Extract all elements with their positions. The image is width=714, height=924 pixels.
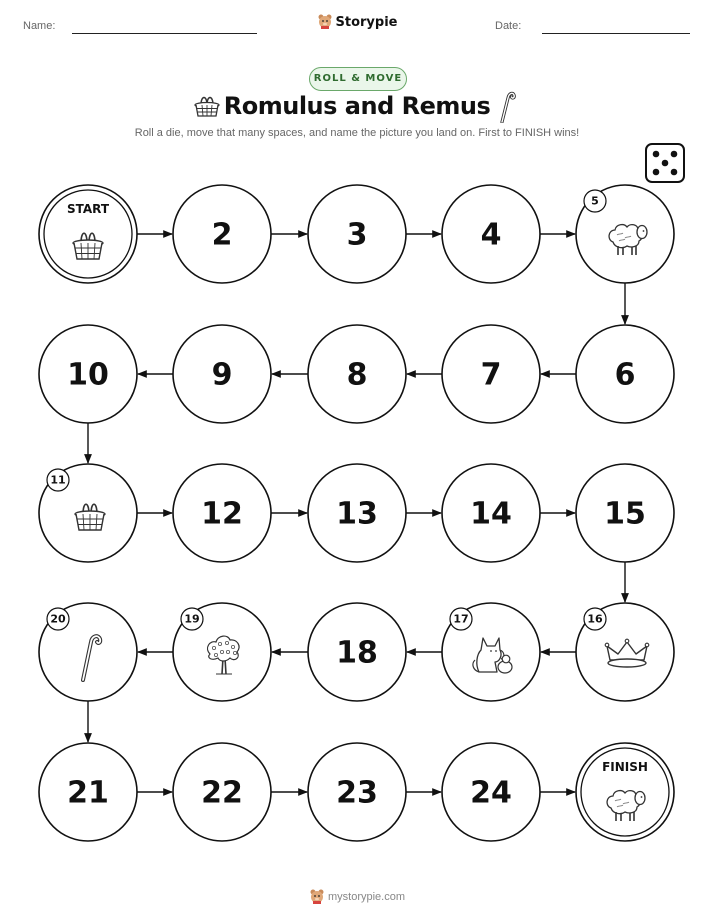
space-9-number: 9 [211, 357, 233, 393]
space-8-number: 8 [346, 357, 368, 393]
space-12-number: 12 [201, 496, 243, 532]
space-17[interactable] [442, 603, 540, 701]
space-22-number: 22 [201, 775, 243, 811]
space-23-number: 23 [336, 775, 378, 811]
space-16-number: 16 [587, 612, 603, 626]
space-9[interactable] [173, 325, 271, 423]
space-6-number: 6 [614, 357, 636, 393]
space-7-number: 7 [480, 357, 502, 393]
space-15-number: 15 [604, 496, 646, 532]
space-10[interactable] [39, 325, 137, 423]
name-label: Name: [23, 20, 56, 32]
space-20-number: 20 [50, 612, 66, 626]
space-2[interactable] [173, 185, 271, 283]
space-14-number: 14 [470, 496, 512, 532]
space-1[interactable] [39, 185, 137, 283]
space-19-number: 19 [184, 612, 200, 626]
space-21[interactable] [39, 743, 137, 841]
space-3-number: 3 [346, 217, 368, 253]
space-25[interactable] [576, 743, 674, 841]
space-5[interactable] [576, 185, 674, 283]
space-3[interactable] [308, 185, 406, 283]
space-13[interactable] [308, 464, 406, 562]
brand-name: Storypie [335, 15, 398, 30]
space-24-number: 24 [470, 775, 512, 811]
space-14[interactable] [442, 464, 540, 562]
space-15[interactable] [576, 464, 674, 562]
space-16[interactable] [576, 603, 674, 701]
space-17-number: 17 [453, 612, 469, 626]
space-10-number: 10 [67, 357, 109, 393]
mode-badge: ROLL & MOVE [309, 67, 407, 91]
space-18[interactable] [308, 603, 406, 701]
space-5-number: 5 [591, 194, 599, 208]
space-2-number: 2 [211, 217, 233, 253]
space-4-number: 4 [480, 217, 502, 253]
space-6[interactable] [576, 325, 674, 423]
space-23[interactable] [308, 743, 406, 841]
page-title: Romulus and Remus [223, 92, 491, 120]
space-24[interactable] [442, 743, 540, 841]
space-12[interactable] [173, 464, 271, 562]
space-8[interactable] [308, 325, 406, 423]
space-22[interactable] [173, 743, 271, 841]
space-11[interactable] [39, 464, 137, 562]
space-20[interactable] [39, 603, 137, 701]
space-13-number: 13 [336, 496, 378, 532]
space-19[interactable] [173, 603, 271, 701]
space-25-label: FINISH [602, 760, 648, 774]
footer-bear-icon [309, 888, 325, 907]
space-18-number: 18 [336, 635, 378, 671]
space-11-number: 11 [50, 473, 66, 487]
date-label: Date: [495, 20, 522, 32]
space-4[interactable] [442, 185, 540, 283]
footer-url: mystorypie.com [327, 891, 406, 903]
instructions: Roll a die, move that many spaces, and name the picture you land on. First to FINISH wins! [134, 127, 580, 139]
space-1-label: START [66, 202, 110, 216]
space-7[interactable] [442, 325, 540, 423]
space-21-number: 21 [67, 775, 109, 811]
footer [0, 888, 714, 907]
